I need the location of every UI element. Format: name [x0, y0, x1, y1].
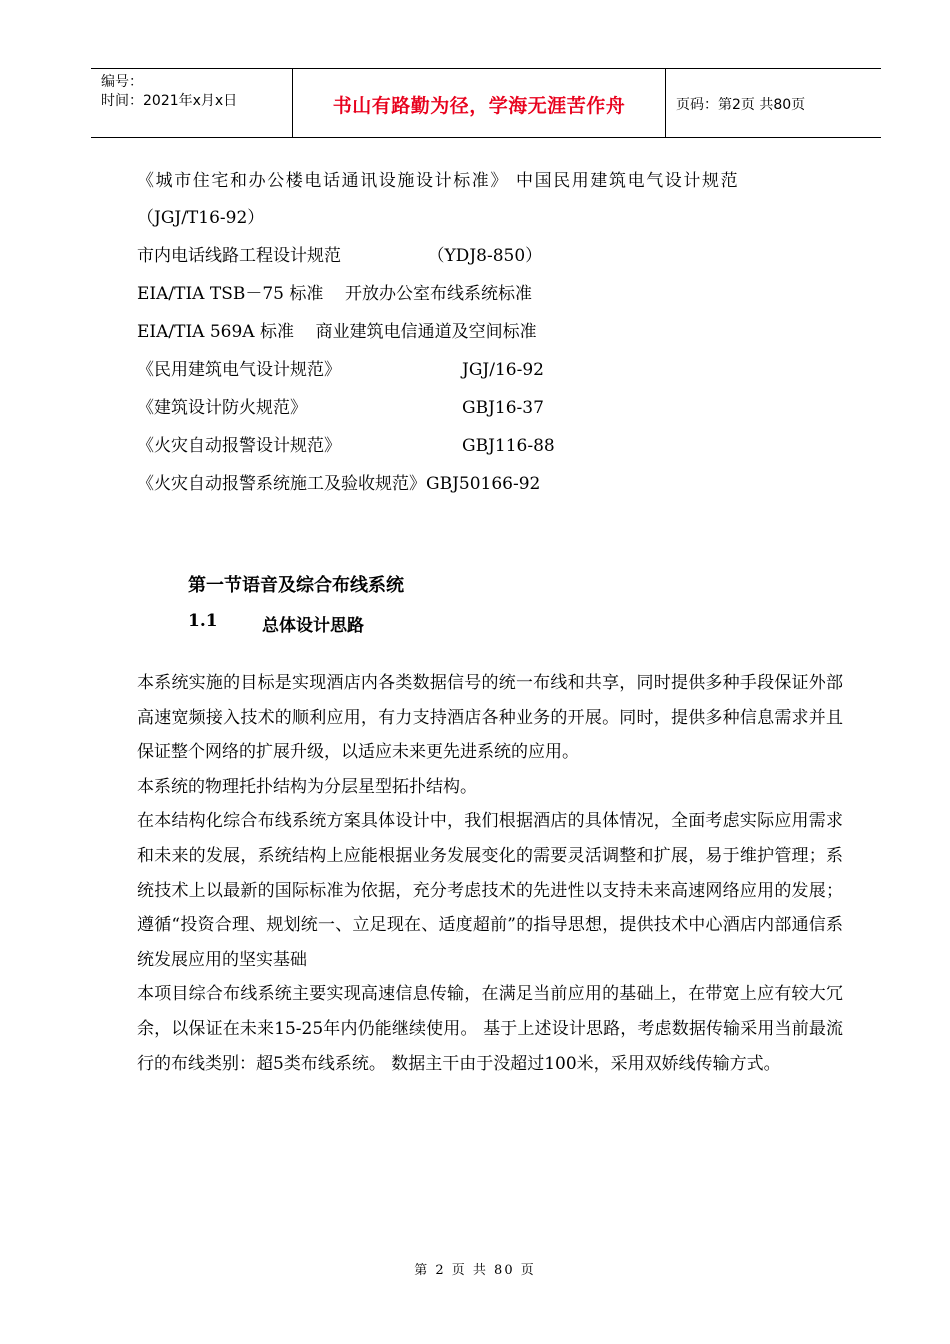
- standard-item: [137, 359, 544, 381]
- standard-tsb: EIA/TIA TSB－75 标准 开放办公室布线系统标准: [137, 284, 532, 304]
- header-divider: [665, 69, 666, 137]
- page-header: [91, 68, 881, 138]
- standard-item: [137, 397, 544, 419]
- standard-item-code: GBJ16-37: [462, 398, 544, 418]
- section-title: 第一节语音及综合布线系统: [188, 575, 404, 596]
- standard-item-name: 《火灾自动报警系统施工及验收规范》: [137, 474, 426, 494]
- standard-item-name: 《火灾自动报警设计规范》: [137, 436, 341, 456]
- standard-item-code: GBJ50166-92: [426, 474, 541, 494]
- subsection-title: 总体设计思路: [262, 616, 364, 636]
- standard-item-name: 《建筑设计防火规范》: [137, 398, 307, 418]
- header-page-info: 页码：第2页 共80页: [676, 97, 806, 113]
- standard-intro-line2: （JGJ/T16-92）: [137, 208, 265, 228]
- serial-label: 编号：: [101, 74, 143, 90]
- header-motto: 书山有路勤为径，学海无涯苦作舟: [332, 95, 626, 117]
- paragraph: 本系统的物理托扑结构为分层星型拓扑结构。: [137, 776, 477, 797]
- paragraph: 本系统实施的目标是实现酒店内各类数据信号的统一布线和共享，同时提供多种手段保证外部高速宽频接入技术的顺利应用，有力支持酒店各种业务的开展。同时，提供多种信息需求并且保证整个网络的扩展升级，以适应未来更先进系统的应用。: [137, 673, 843, 763]
- header-meta: [101, 73, 237, 111]
- standard-569a: EIA/TIA 569A 标准 商业建筑电信通道及空间标准: [137, 322, 537, 342]
- paragraph: 本项目综合布线系统主要实现高速信息传输，在满足当前应用的基础上，在带宽上应有较大冗余，以保证在未来15-25年内仍能继续使用。 基于上述设计思路，考虑数据传输采用当前最流行的布线类别：超5类布线系统。 数据主干由于没超过100米，采用双娇线传输方式。: [137, 984, 843, 1074]
- standard-telephone: 市内电话线路工程设计规范 （YDJ8-850）: [137, 246, 543, 266]
- standard-item: [137, 435, 555, 457]
- time-label: 时间：2021年x月x日: [101, 93, 238, 109]
- standard-item-code: JGJ/16-92: [462, 360, 544, 380]
- paragraph: 在本结构化综合布线系统方案具体设计中，我们根据酒店的具体情况，全面考虑实际应用需求和未来的发展，系统结构上应能根据业务发展变化的需要灵活调整和扩展，易于维护管理；系统技术上以最新的国际标准为依据，充分考虑技术的先进性以支持未来高速网络应用的发展；遵循“投资合理、规划统一、立足现在、适度超前”的指导思想，提供技术中心酒店内部通信系统发展应用的坚实基础: [137, 811, 843, 970]
- body-text: [137, 666, 843, 1081]
- standard-item-code: GBJ116-88: [462, 436, 555, 456]
- page-footer: 第 2 页 共 80 页: [414, 1263, 536, 1278]
- standard-intro-line1: 《城市住宅和办公楼电话通讯设施设计标准》 中国民用建筑电气设计规范: [137, 171, 740, 191]
- standard-item-name: 《民用建筑电气设计规范》: [137, 360, 341, 380]
- standard-item: [137, 473, 540, 495]
- subsection-number: 1.1: [188, 611, 218, 631]
